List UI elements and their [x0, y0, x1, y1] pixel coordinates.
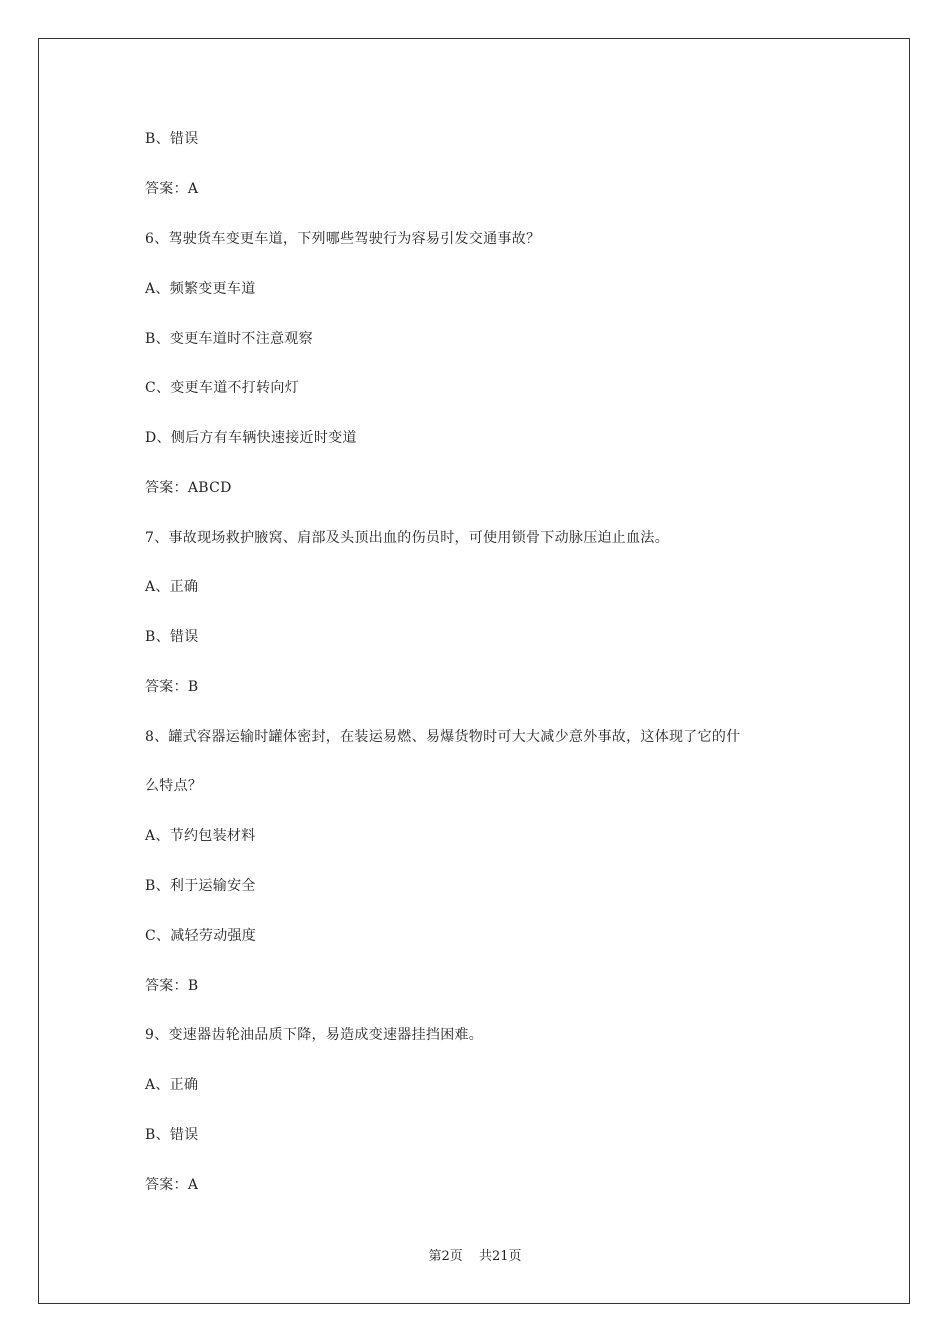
option-line: B、错误 [145, 629, 199, 645]
page-number: 第2页 [428, 1249, 463, 1264]
option-line: B、错误 [145, 131, 199, 147]
question-8-continued: 么特点？ [145, 778, 203, 794]
page-total: 共21页 [478, 1249, 522, 1264]
question-7: 7、事故现场救护腋窝、肩部及头顶出血的伤员时，可使用锁骨下动脉压迫止血法。 [145, 530, 670, 546]
page-frame [38, 38, 910, 1304]
answer-line: 答案：ABCD [145, 480, 232, 496]
question-8: 8、罐式容器运输时罐体密封，在装运易燃、易爆货物时可大大减少意外事故，这体现了它的什 [145, 729, 741, 745]
option-line: A、正确 [145, 579, 199, 595]
option-line: C、减轻劳动强度 [145, 928, 257, 944]
option-line: B、变更车道时不注意观察 [145, 331, 313, 347]
option-line: D、侧后方有车辆快速接近时变道 [145, 430, 357, 446]
option-line: A、正确 [145, 1077, 199, 1093]
option-line: A、节约包装材料 [145, 828, 256, 844]
option-line: B、错误 [145, 1127, 199, 1143]
answer-line: 答案：A [145, 181, 199, 197]
question-9: 9、变速器齿轮油品质下降，易造成变速器挂挡困难。 [145, 1027, 484, 1043]
question-6: 6、驾驶货车变更车道，下列哪些驾驶行为容易引发交通事故？ [145, 231, 541, 247]
answer-line: 答案：B [145, 978, 199, 994]
option-line: B、利于运输安全 [145, 878, 256, 894]
page-footer [0, 1249, 950, 1265]
answer-line: 答案：B [145, 679, 199, 695]
answer-line: 答案：A [145, 1177, 199, 1193]
option-line: A、频繁变更车道 [145, 281, 256, 297]
option-line: C、变更车道不打转向灯 [145, 380, 300, 396]
